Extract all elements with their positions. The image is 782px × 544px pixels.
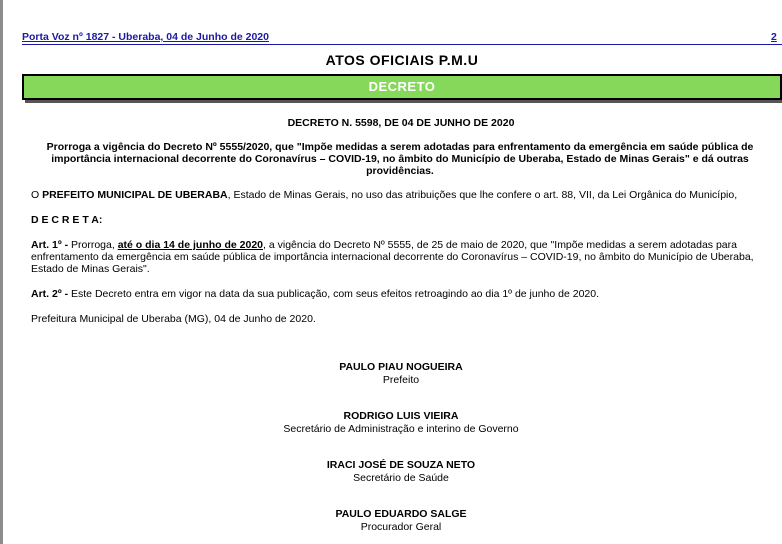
decree-summary: Prorroga a vigência do Decreto Nº 5555/2020, que "Impõe medidas a serem adotadas para enfrentamento da emergência em saúde pública de importância internacional decorrente do Coronavírus – COVID-19, no âmbito do Município de Uberaba, Estado de Minas Gerais" e dá outras providências. xyxy=(46,141,754,177)
decree-banner xyxy=(22,74,782,100)
article-2-label: Art. 2º - xyxy=(31,288,69,300)
extension-date: até o dia 14 de junho de 2020 xyxy=(117,239,264,251)
decree-number: DECRETO N. 5598, DE 04 DE JUNHO DE 2020 xyxy=(287,117,515,129)
signature-role: Prefeito xyxy=(382,374,420,386)
decreta-heading: D E C R E T A: xyxy=(31,214,103,226)
signature-name: IRACI JOSÉ DE SOUZA NETO xyxy=(326,459,476,471)
signature-role: Procurador Geral xyxy=(360,521,442,533)
issue-line[interactable]: Porta Voz nº 1827 - Uberaba, 04 de Junho de 2020 xyxy=(22,31,269,43)
header-rule xyxy=(22,44,782,45)
decree-banner-label: DECRETO xyxy=(368,79,436,94)
section-title: ATOS OFICIAIS P.M.U xyxy=(325,52,479,68)
article-1-label: Art. 1º - xyxy=(31,239,69,251)
signature-role: Secretário de Administração e interino de Governo xyxy=(283,423,519,435)
signature-name: PAULO PIAU NOGUEIRA xyxy=(339,361,463,373)
page-left-border xyxy=(0,0,3,544)
signature-role: Secretário de Saúde xyxy=(353,472,449,484)
signature-name: RODRIGO LUIS VIEIRA xyxy=(343,410,459,422)
page-number: 2 xyxy=(771,31,777,43)
signature-name: PAULO EDUARDO SALGE xyxy=(335,508,467,520)
issue-header xyxy=(22,31,782,43)
decree-preamble: O PREFEITO MUNICIPAL DE UBERABA, Estado de Minas Gerais, no uso das atribuições que lhe confere o art. 88, VII, da Lei Orgânica do Município, xyxy=(31,189,738,201)
article-2: Art. 2º - Este Decreto entra em vigor na data da sua publicação, com seus efeitos retroagindo ao dia 1º de junho de 2020. xyxy=(31,288,600,300)
mayor-title: PREFEITO MUNICIPAL DE UBERABA xyxy=(42,189,228,201)
article-1: Art. 1º - Prorroga, até o dia 14 de junho de 2020, a vigência do Decreto Nº 5555, de 25 de maio de 2020, que "Impõe medidas a serem adotadas para enfrentamento da emergência em saúde pública de importância internacional decorrente do Coronavírus – COVID-19, no âmbito do Município de Uberaba, Estado de Minas Gerais". xyxy=(31,239,754,275)
place-and-date: Prefeitura Municipal de Uberaba (MG), 04 de Junho de 2020. xyxy=(31,313,316,325)
